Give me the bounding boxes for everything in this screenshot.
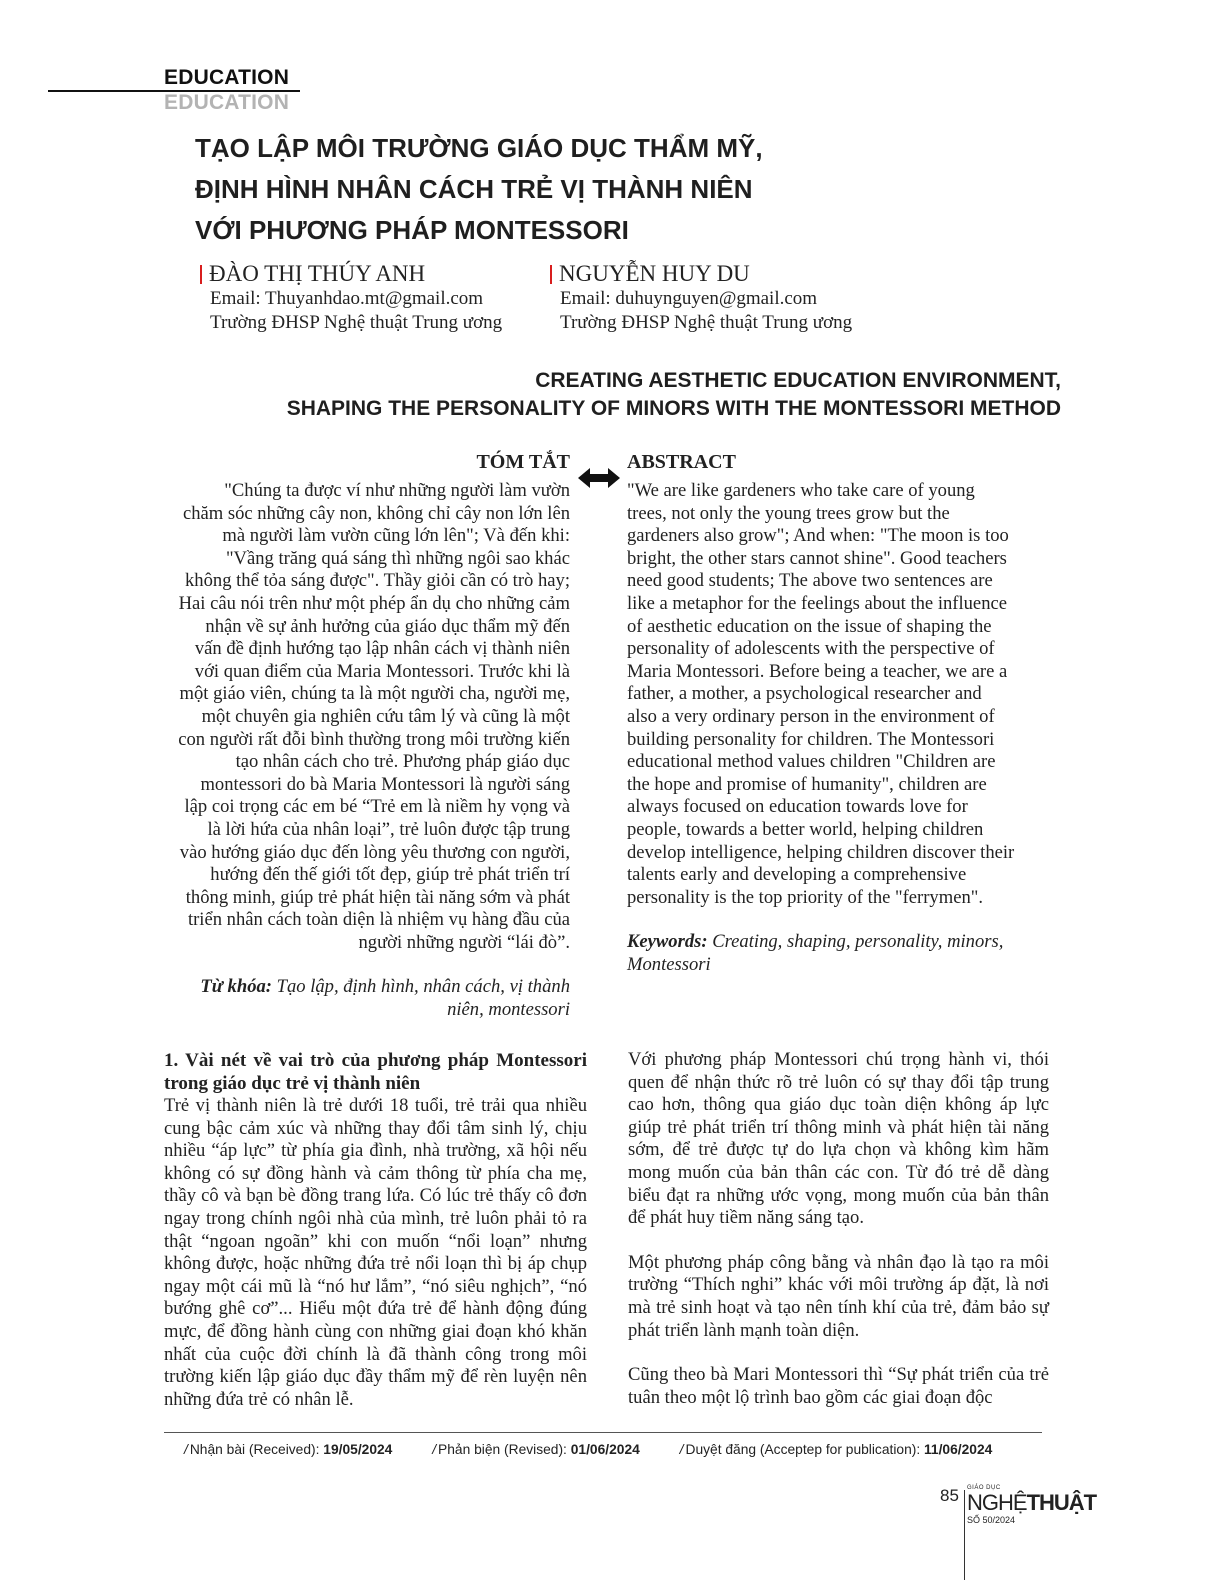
abstract-line: personality of adolescents with the perspective of bbox=[627, 638, 995, 660]
double-headed-arrow-icon bbox=[576, 466, 622, 490]
abstract-line: triển nhân cách toàn diện là nhiệm vụ hàng đầu của bbox=[187, 909, 570, 931]
title-line: VỚI PHƯƠNG PHÁP MONTESSORI bbox=[195, 215, 629, 245]
abstract-line: không thể tỏa sáng được". Thầy giỏi cần có trò hay; bbox=[185, 570, 570, 592]
received-date: / Nhận bài (Received): 19/05/2024 bbox=[184, 1442, 393, 1457]
abstract-line: personality is the top priority of the "ferrymen". bbox=[627, 886, 983, 908]
abstract-line: nhận về sự ảnh hưởng của giáo dục thẩm mỹ đến bbox=[205, 615, 570, 637]
abstract-line: lập coi trọng các em bé “Trẻ em là niềm hy vọng và bbox=[184, 796, 570, 818]
body-right-column bbox=[628, 1049, 1049, 1431]
keywords-vi bbox=[132, 976, 570, 1021]
keywords-label: Keywords: bbox=[627, 931, 708, 953]
abstract-line: vấn đề định hướng tạo lập nhân cách vị thành niên bbox=[194, 638, 570, 660]
journal-brand: NGHỆTHUẬT bbox=[967, 1490, 1097, 1515]
body-paragraph: Với phương pháp Montessori chú trọng hành vi, thói quen để nhận thức rõ trẻ luôn có sự thay đổi tập trung cao hơn, thông qua giáo dục toàn diện không áp lực giúp trẻ phát triển trí thông minh và phát hiện tài năng sớm, để trẻ được tự do lựa chọn và không kìm hãm mong muốn của bản thân các con. Từ đó trẻ dễ dàng biểu đạt ra những ước vọng, mong muốn của bản thân để phát huy tiềm năng sáng tạo. bbox=[628, 1049, 1049, 1229]
keywords-label: Từ khóa: bbox=[200, 976, 272, 998]
author-name: ĐÀO THỊ THÚY ANH bbox=[209, 261, 426, 286]
body-left-column bbox=[164, 1049, 587, 1411]
journal-logo bbox=[967, 1485, 1096, 1525]
keywords-text: Creating, shaping, personality, minors, bbox=[712, 931, 1004, 953]
abstract-vi-text bbox=[132, 480, 570, 954]
accepted-date: / Duyệt đăng (Acceptep for publication): 11/06/2024 bbox=[679, 1442, 993, 1457]
abstract-vi bbox=[132, 450, 570, 1022]
author-affiliation: Trường ĐHSP Nghệ thuật Trung ương bbox=[560, 312, 853, 333]
abstract-line: bright, the other stars cannot shine". Good teachers bbox=[627, 547, 1007, 569]
section-heading: 1. Vài nét về vai trò của phương pháp Montessori trong giáo dục trẻ vị thành niên bbox=[164, 1050, 587, 1094]
abstract-line: vào hướng giáo dục đến lòng yêu thương con người, bbox=[179, 841, 570, 863]
author-name: NGUYỄN HUY DU bbox=[559, 261, 750, 286]
abstract-line: trees, not only the young trees grow but the bbox=[627, 502, 950, 524]
author-affiliation: Trường ĐHSP Nghệ thuật Trung ương bbox=[210, 312, 503, 333]
keywords-text: Montessori bbox=[627, 953, 711, 975]
section-label: EDUCATION bbox=[164, 66, 290, 89]
abstract-line: of aesthetic education on the issue of shaping the bbox=[627, 615, 992, 637]
author-email: Email: duhuynguyen@gmail.com bbox=[560, 288, 818, 309]
abstract-line: educational method values children "Children are bbox=[627, 751, 996, 773]
abstract-line: people, towards a better world, helping children bbox=[627, 818, 984, 840]
abstract-vi-heading: TÓM TẮT bbox=[476, 451, 570, 473]
keywords-text: niên, montessori bbox=[447, 999, 570, 1021]
abstract-line: con người rất đỗi bình thường trong môi trường kiến bbox=[178, 728, 570, 750]
abstract-en bbox=[627, 450, 1062, 976]
abstract-line: "We are like gardeners who take care of young bbox=[627, 480, 975, 501]
author-marker bbox=[200, 265, 202, 284]
abstract-line: talents early and developing a comprehensive bbox=[627, 864, 967, 886]
body-paragraph: Trẻ vị thành niên là trẻ dưới 18 tuổi, trẻ trải qua nhiều cung bậc cảm xúc và những thay đổi tâm sinh lý, chịu nhiều “áp lực” từ phía gia đình, nhà trường, xã hội nếu không có sự đồng hành và cảm thông từ phía cha mẹ, thầy cô và bạn bè đồng trang lứa. Có lúc trẻ thấy cô đơn ngay trong chính ngôi nhà của mình, trẻ luôn phải tỏ ra thật “ngoan ngoãn” khi con muốn “nổi loạn” nhưng không được, hoặc những đứa trẻ nổi loạn thì bị áp chụp ngay một cái mũ là “nó hư lắm”, “nó siêu nghịch”, “nó bướng ghê cơ”... Hiểu một đứa trẻ để hành động đúng mực, để đồng hành cùng con những giai đoạn khó khăn nhất của cuộc đời chính là đã thành công trong môi trường kiến lập giáo dục đầy thẩm mỹ để rèn luyện nên những đứa trẻ có nhân lễ. bbox=[164, 1095, 587, 1410]
author-email: Email: Thuyanhdao.mt@gmail.com bbox=[210, 288, 484, 309]
abstract-line: chăm sóc những cây non, không chỉ cây non lớn lên bbox=[182, 502, 570, 524]
author-block bbox=[200, 261, 502, 335]
abstract-line: là lời hứa của nhân loại”, trẻ luôn được tập trung bbox=[207, 818, 570, 840]
abstract-line: building personality for children. The Montessori bbox=[627, 728, 995, 750]
abstract-line: Hai câu nói trên như một phép ẩn dụ cho những cảm bbox=[178, 592, 570, 614]
section-ghost-label: EDUCATION bbox=[164, 91, 290, 114]
english-title-line: CREATING AESTHETIC EDUCATION ENVIRONMENT, bbox=[535, 369, 1061, 392]
abstract-line: "Vầng trăng quá sáng thì những ngôi sao khác bbox=[225, 547, 570, 569]
title-line: TẠO LẬP MÔI TRƯỜNG GIÁO DỤC THẨM MỸ, bbox=[195, 133, 763, 163]
abstract-line: develop intelligence, helping children discover their bbox=[627, 841, 1015, 863]
english-title-line: SHAPING THE PERSONALITY OF MINORS WITH THE MONTESSORI METHOD bbox=[286, 397, 1061, 420]
author-block bbox=[550, 261, 852, 335]
keywords-en bbox=[627, 931, 1062, 976]
abstract-line: father, a mother, a psychological researcher and bbox=[627, 683, 982, 705]
abstract-line: tạo nhân cách cho trẻ. Phương pháp giáo dục bbox=[235, 751, 570, 773]
abstract-line: người những người “lái đò”. bbox=[358, 931, 570, 953]
revised-date: / Phản biện (Revised): 01/06/2024 bbox=[432, 1442, 640, 1457]
abstract-line: also a very ordinary person in the environment of bbox=[627, 705, 995, 727]
article-title bbox=[195, 128, 955, 251]
body-paragraph: Một phương pháp công bằng và nhân đạo là tạo ra môi trường “Thích nghi” khác với môi trường áp đặt, là nơi mà trẻ sinh hoạt và tạo nên tính khí của trẻ, đảm bảo sự phát triển lành mạnh toàn diện. bbox=[628, 1251, 1049, 1341]
abstract-line: hướng đến thế giới tốt đẹp, giúp trẻ phát triển trí bbox=[210, 864, 570, 886]
abstract-line: always focused on education towards love for bbox=[627, 796, 968, 818]
abstract-line: với quan điểm của Maria Montessori. Trước khi là bbox=[194, 660, 570, 682]
page-number: 85 bbox=[940, 1486, 959, 1505]
footer-rule bbox=[164, 1432, 1042, 1433]
abstract-line: một chuyên gia nghiên cứu tâm lý và cũng là một bbox=[201, 705, 570, 727]
abstract-line: need good students; The above two sentences are bbox=[627, 570, 993, 592]
abstract-line: like a metaphor for the feelings about the influence bbox=[627, 592, 1007, 614]
abstract-line: thông minh, giúp trẻ phát hiện tài năng sớm và phát bbox=[185, 886, 570, 908]
abstract-line: the hope and promise of humanity", children are bbox=[627, 773, 987, 795]
abstract-en-heading: ABSTRACT bbox=[627, 451, 736, 473]
journal-issue: SỐ 50/2024 bbox=[967, 1515, 1016, 1525]
abstract-line: mà người làm vườn cũng lớn lên"; Và đến khi: bbox=[222, 525, 570, 547]
body-paragraph: Cũng theo bà Mari Montessori thì “Sự phát triển của trẻ tuân theo một lộ trình bao gồm các giai đoạn độc bbox=[628, 1364, 1049, 1408]
author-marker bbox=[550, 265, 552, 284]
abstract-line: montessori do bà Maria Montessori là người sáng bbox=[200, 773, 570, 795]
keywords-text: Tạo lập, định hình, nhân cách, vị thành bbox=[276, 976, 570, 998]
abstract-line: "Chúng ta được ví như những người làm vườn bbox=[224, 480, 570, 501]
abstract-en-text bbox=[627, 480, 1062, 909]
journal-small-label: GIÁO DỤC bbox=[967, 1485, 1001, 1491]
submission-dates bbox=[184, 1442, 1028, 1457]
abstract-line: Maria Montessori. Before being a teacher, we are a bbox=[627, 660, 1008, 682]
abstract-line: gardeners also grow"; And when: "The moon is too bbox=[627, 525, 1009, 547]
footer-vertical-rule bbox=[964, 1490, 965, 1580]
title-line: ĐỊNH HÌNH NHÂN CÁCH TRẺ VỊ THÀNH NIÊN bbox=[195, 174, 753, 204]
english-title bbox=[287, 367, 1061, 423]
abstract-line: một giáo viên, chúng ta là một người cha, người mẹ, bbox=[179, 683, 570, 705]
